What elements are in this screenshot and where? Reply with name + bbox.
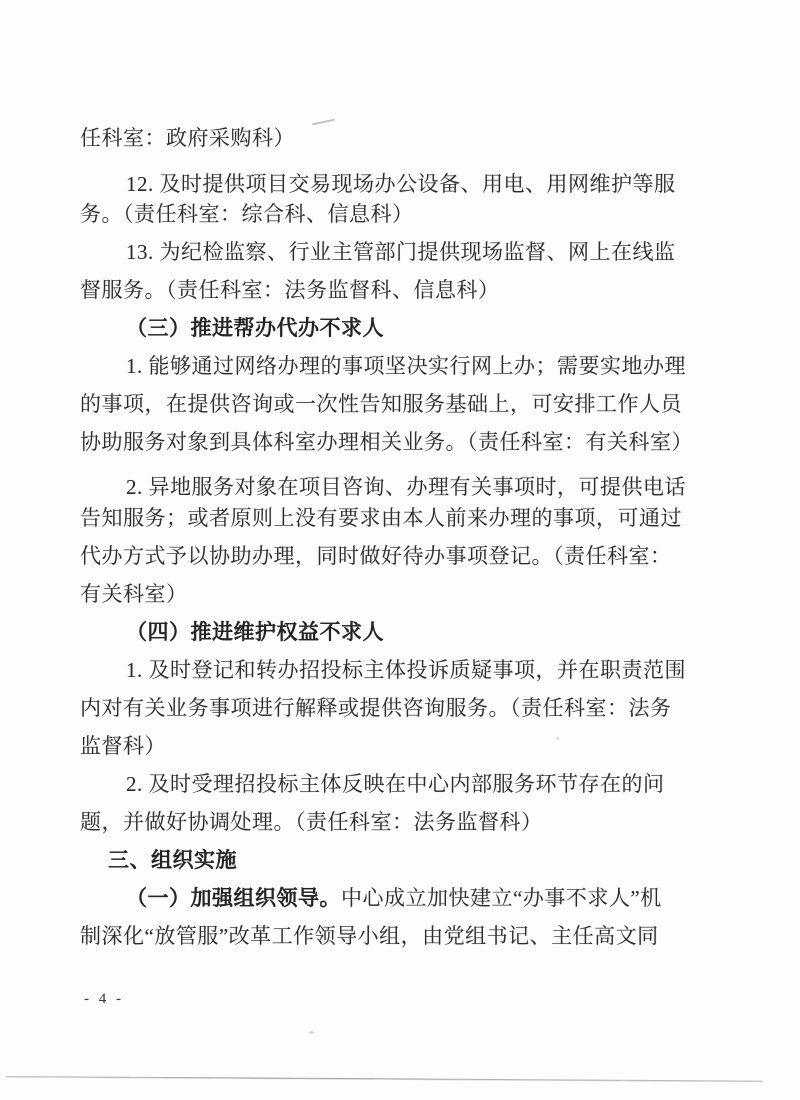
paragraph-text: 中心成立加快建立“办事不求人”机 bbox=[341, 886, 662, 910]
paragraph-line: 的事项，在提供咨询或一次性告知服务基础上，可安排工作人员 bbox=[80, 392, 682, 416]
paragraph-line: 制深化“放管服”改革工作领导小组，由党组书记、主任高文同 bbox=[80, 924, 659, 948]
paragraph-line: 题，并做好协调处理。（责任科室：法务监督科） bbox=[80, 810, 543, 834]
paragraph-line: 监督科） bbox=[80, 734, 166, 758]
scan-edge-line bbox=[6, 1076, 763, 1082]
paragraph-line: 督服务。（责任科室：法务监督科、信息科） bbox=[80, 278, 500, 302]
paragraph-line: 2. 及时受理招投标主体反映在中心内部服务环节存在的问 bbox=[126, 772, 665, 796]
paragraph-line: 1. 能够通过网络办理的事项坚决实行网上办；需要实地办理 bbox=[126, 354, 686, 378]
paragraph-line: 12. 及时提供项目交易现场办公设备、用电、用网维护等服 bbox=[126, 172, 676, 196]
section-heading: （四）推进维护权益不求人 bbox=[126, 620, 384, 644]
paragraph-line: 有关科室） bbox=[80, 582, 188, 606]
document-text bbox=[80, 119, 693, 955]
paragraph-line: 任科室：政府采购科） bbox=[80, 126, 295, 150]
scan-speck bbox=[556, 737, 559, 740]
paragraph-line: 13. 为纪检监察、行业主管部门提供现场监督、网上在线监 bbox=[126, 240, 676, 264]
paragraph-line: 告知服务；或者原则上没有要求由本人前来办理的事项，可通过 bbox=[80, 506, 682, 530]
paragraph-line: 协助服务对象到具体科室办理相关业务。（责任科室：有关科室） bbox=[80, 430, 693, 454]
page-number: - 4 - bbox=[84, 991, 124, 1007]
chapter-heading: 三、组织实施 bbox=[108, 848, 237, 872]
paragraph-line: 内对有关业务事项进行解释或提供咨询服务。（责任科室：法务 bbox=[80, 696, 672, 720]
paragraph-line: 1. 及时登记和转办招投标主体投诉质疑事项，并在职责范围 bbox=[126, 658, 686, 682]
paragraph-line: 2. 异地服务对象在项目咨询、办理有关事项时，可提供电话 bbox=[126, 475, 686, 499]
paragraph-line: 务。（责任科室：综合科、信息科） bbox=[80, 202, 414, 226]
paragraph-line: 代办方式予以协助办理，同时做好待办事项登记。（责任科室： bbox=[80, 544, 672, 568]
scan-speck bbox=[309, 1031, 314, 1034]
inline-heading: （一）加强组织领导。 bbox=[126, 886, 341, 910]
paragraph-line bbox=[80, 879, 662, 917]
section-heading: （三）推进帮办代办不求人 bbox=[126, 316, 384, 340]
